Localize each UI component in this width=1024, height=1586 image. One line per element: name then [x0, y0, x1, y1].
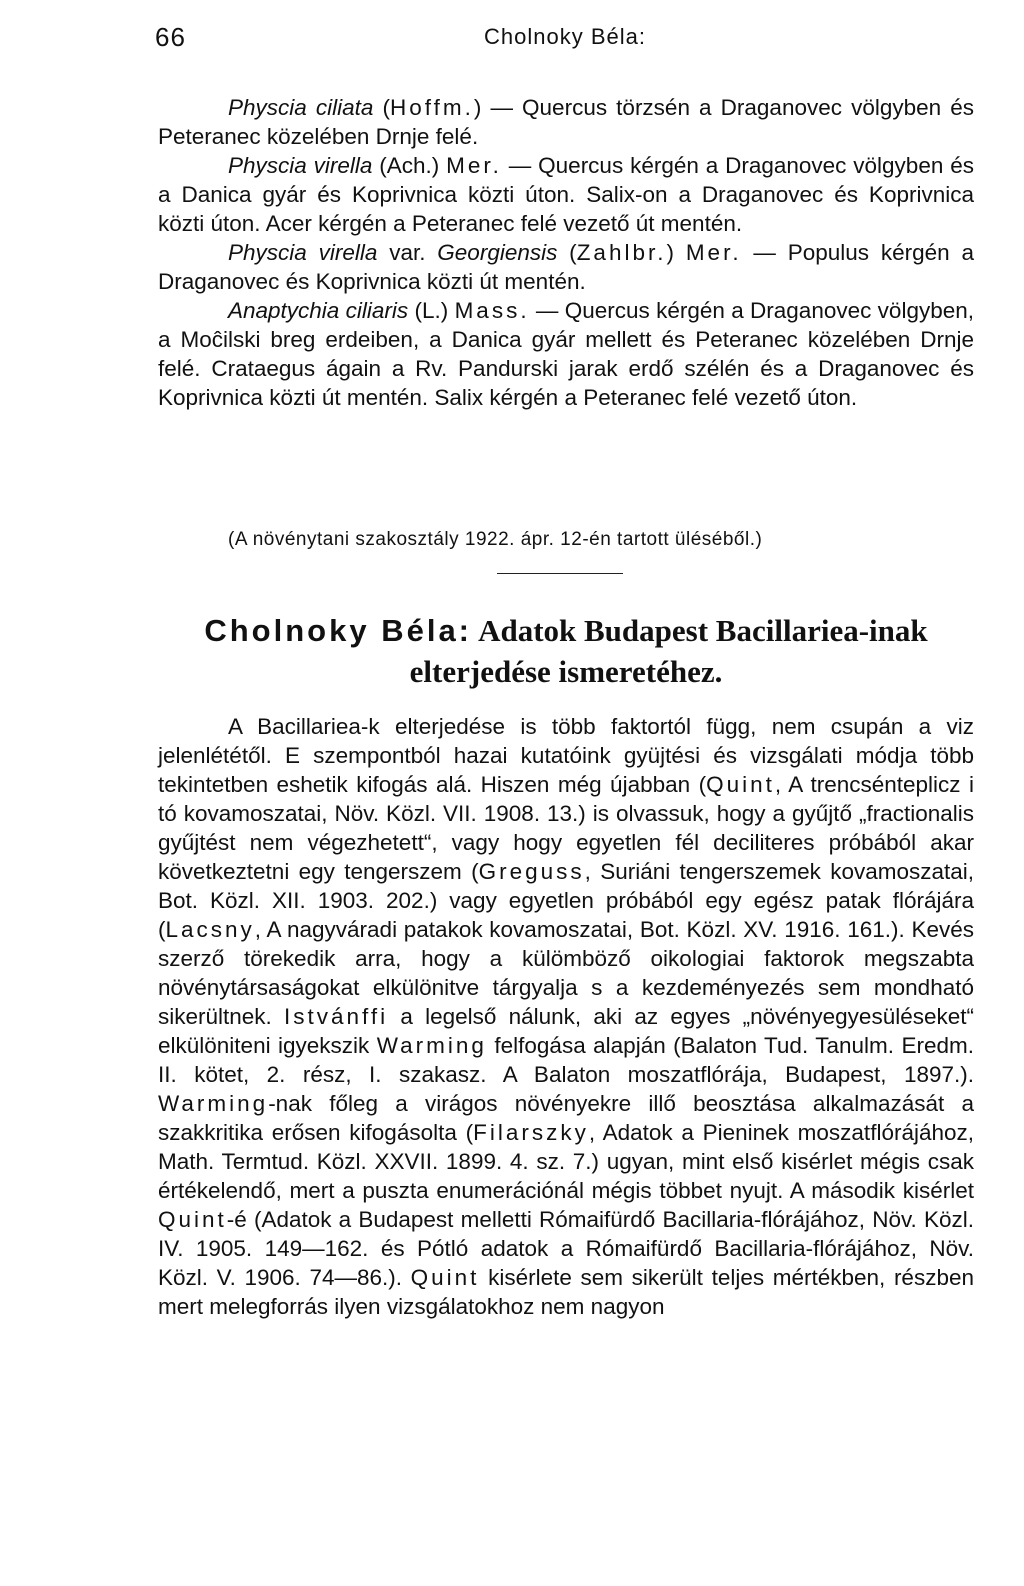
- taxon-author-prefix: (: [557, 240, 577, 265]
- article-title: [158, 610, 974, 692]
- taxon-variety: var.: [377, 240, 438, 265]
- species-entry: [158, 296, 974, 412]
- taxon-variety-name: Georgiensis: [437, 240, 558, 265]
- taxon-author: Mass.: [454, 298, 530, 323]
- session-note: (A növénytani szakosztály 1922. ápr. 12-én tartott üléséből.): [228, 529, 763, 550]
- running-title: Cholnoky Béla:: [484, 24, 646, 49]
- taxon-author: Mer.: [446, 153, 502, 178]
- running-head: [155, 22, 975, 62]
- taxon-author: Hoffm.: [390, 95, 474, 120]
- page-number: 66: [155, 22, 186, 52]
- entry-text: — Quercus törzsén a Draganovec völgyben és Peteranec közelében Drnje felé.: [158, 95, 974, 149]
- section-separator: [497, 573, 623, 574]
- body-text-run: , A nagyváradi patakok kovamoszatai, Bot. Közl. XV. 1916. 161.). Kevés szerző törekedik arra, hogy a külömböző oikologiai faktorok megszabta növénytársaságokat elkülönitve tárgyalja s a kezdeményezés sem mondható sikerültnek.: [158, 917, 974, 1029]
- species-entry: [158, 238, 974, 296]
- body-text-run: , A trencsénteplicz i tó kovamoszatai, Növ. Közl. VII. 1908. 13.) is olvassuk, hogy a gyűjtő „fractionalis gyűjtést nem végezhetett“, vagy hogy egyetlen fél deciliteres próbából akar következtetni egy tengerszem (: [158, 772, 974, 884]
- body-text-run: , Adatok a Pieninek moszatflórájához, Math. Termtud. Közl. XXVII. 1899. 4. sz. 7.) ugyan, mint első kisérlet mégis csak értékelendő, mert a puszta enumerációnál mégis többet nyujt. A második kisérlet: [158, 1120, 974, 1203]
- cited-author: Quint: [410, 1265, 480, 1290]
- cited-author: Warming: [376, 1033, 487, 1058]
- article-body: [158, 712, 974, 1321]
- cited-author: Greguss: [478, 859, 585, 884]
- body-text-run: -nak főleg a virágos növényekre illő beosztása alkalmazását a szakkritika erősen kifogásolta (: [158, 1091, 974, 1145]
- article-author: Cholnoky Béla:: [204, 613, 473, 648]
- body-text-run: A Bacillariea-k elterjedése is több faktortól függ, nem csupán a viz jelenlététől. E szempontból hazai kutatóink gyüjtési és vizsgálati módja több tekintetben eshetik kifogás alá. Hiszen még újabban (: [158, 714, 974, 797]
- cited-author: Quint: [158, 1207, 227, 1232]
- taxon-author-prefix: (Ach.): [379, 153, 447, 178]
- taxon-name: Physcia ciliata: [228, 95, 374, 120]
- body-text-run: , Suriáni tengerszemek kovamoszatai, Bot. Közl. XII. 1903. 202.) vagy egyetlen próbából egy egész patak flórájára (: [158, 859, 974, 942]
- taxon-author: Zahlbr.: [576, 240, 667, 265]
- species-list: [158, 93, 974, 412]
- taxon-name: Anaptychia ciliaris: [228, 298, 409, 323]
- cited-author: Lacsny: [165, 917, 255, 942]
- entry-text: — Quercus kérgén a Draganovec völgyben és a Danica gyár és Koprivnica közti úton. Salix-on a Draganovec és Koprivnica közti úton. Acer kérgén a Peteranec felé vezető út mentén.: [158, 153, 974, 236]
- body-text-run: felfogása alapján (Balaton Tud. Tanulm. Eredm. II. kötet, 2. rész, I. szakasz. A Balaton moszatflórája, Budapest, 1897.).: [158, 1033, 974, 1087]
- body-text-run: -é (Adatok a Budapest melletti Rómaifürdő Bacillaria-flórájához, Növ. Közl. IV. 1905. 149—162. és Pótló adatok a Rómaifürdő Bacillaria-flórájához, Növ. Közl. V. 1906. 74—86.).: [158, 1207, 974, 1290]
- entry-text: — Populus kérgén a Draganovec és Koprivnica közti út mentén.: [158, 240, 974, 294]
- taxon-author-second: Mer.: [685, 240, 742, 265]
- taxon-author-suffix: ): [666, 240, 686, 265]
- cited-author: Quint: [706, 772, 775, 797]
- taxon-author-prefix: (L.): [408, 298, 455, 323]
- body-text-run: kisérlete sem sikerült teljes mértékben, részben mert melegforrás ilyen vizsgálatokhoz nem nagyon: [158, 1265, 974, 1319]
- species-entry: [158, 151, 974, 238]
- body-text-run: a legelső nálunk, aki az egyes „növényegyesüléseket“ elkülöniteni igyekszik: [158, 1004, 974, 1058]
- taxon-name: Physcia virella: [228, 153, 373, 178]
- article-heading: Adatok Budapest Bacillariea-inak elterjedése ismeretéhez.: [409, 613, 928, 689]
- cited-author: Filarszky: [473, 1120, 589, 1145]
- entry-text: — Quercus kérgén a Draganovec völgyben, a Moĉilski breg erdeiben, a Danica gyár mellett és Peteranec közelében Drnje felé. Crataegus ágain a Rv. Pandurski jarak erdő szélén és a Draganovec és Koprivnica közti út mentén. Salix kérgén a Peteranec felé vezető úton.: [158, 298, 974, 410]
- species-entry: Physcia ciliata (Hoffm.) — Quercus törzsén a Draganovec völgyben és Peteranec közelében Drnje felé.: [158, 95, 974, 149]
- cited-author: Warming: [158, 1091, 269, 1116]
- cited-author: Istvánffi: [284, 1004, 389, 1029]
- taxon-name: Physcia virella: [228, 240, 378, 265]
